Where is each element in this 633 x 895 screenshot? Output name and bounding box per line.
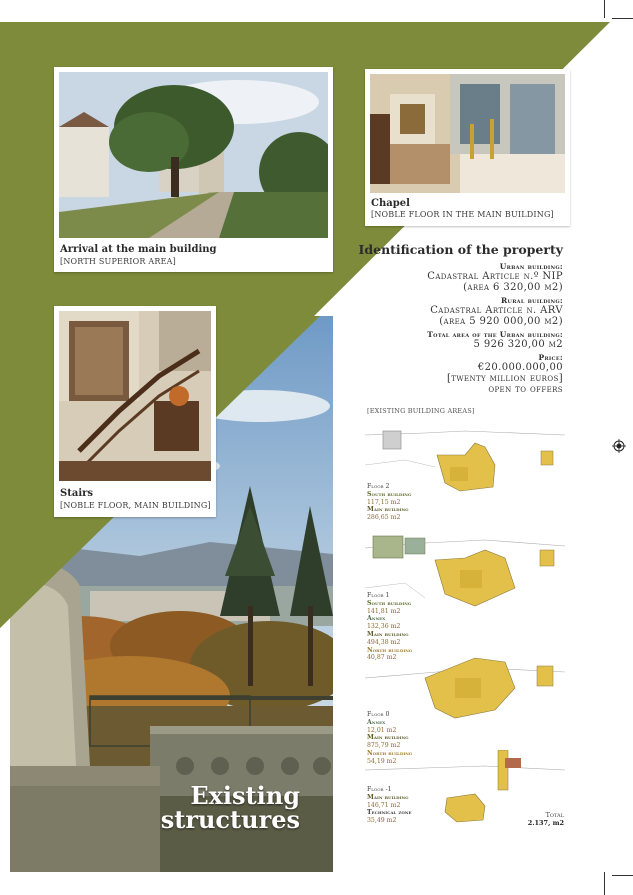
rural-label: Rural building: <box>501 296 563 305</box>
arrival-title: Arrival at the main building <box>60 244 217 255</box>
chapel-photo <box>370 74 565 193</box>
floor0-building3: North building <box>367 749 413 757</box>
floorm1-label: Floor -1 <box>367 786 392 793</box>
floor1-area3: 494,38 m2 <box>367 638 401 646</box>
floor1-label: Floor 1 <box>367 592 390 599</box>
price-words: [twenty million euros] <box>446 373 563 384</box>
floorm1-building1: Main building <box>367 793 409 801</box>
stairs-photo <box>59 311 211 481</box>
floor0-area2: 875,79 m2 <box>367 742 401 750</box>
areas-total-label: Total <box>545 811 564 819</box>
floor1-area4: 40,87 m2 <box>367 654 397 662</box>
floor0-label: Floor 0 <box>367 711 390 718</box>
rural-article: Cadastral Article n. ARV <box>430 305 563 316</box>
floor0-area1: 12,01 m2 <box>367 726 397 734</box>
floorm1-building2: Technical zone <box>367 809 412 817</box>
heading-line2: structures <box>160 805 300 834</box>
floor0-building2: Main building <box>367 734 409 742</box>
urban-article: Cadastral Article n.º NIP <box>427 271 563 282</box>
floor1-building2: Annex <box>367 615 386 623</box>
floor1-area1: 141,81 m2 <box>367 607 401 615</box>
floor2-area1: 117,15 m2 <box>367 498 401 506</box>
identification-title: Identification of the property <box>358 242 563 257</box>
floor2-building1: South building <box>367 490 412 498</box>
total-value: 5 926 320,00 m2 <box>473 339 563 350</box>
photo-card-stairs <box>54 306 216 517</box>
floorm1-area2: 35,49 m2 <box>367 817 397 825</box>
stairs-subtitle: [NOBLE FLOOR, MAIN BUILDING] <box>60 501 211 510</box>
arrival-subtitle: [NORTH SUPERIOR AREA] <box>60 257 176 266</box>
floor2-legend <box>367 483 411 522</box>
price-label: Price: <box>538 353 563 362</box>
floor1-building3: Main building <box>367 630 409 638</box>
areas-total <box>520 812 564 828</box>
floor2-building2: Main building <box>367 506 409 514</box>
floor0-building1: Annex <box>367 718 386 726</box>
heading-line1: Existing <box>190 781 300 810</box>
floorm1-legend <box>367 786 412 825</box>
existing-structures-heading <box>160 781 300 834</box>
rural-area: (area 5 920 000,00 m2) <box>439 316 563 327</box>
floor1-area2: 132,36 m2 <box>367 623 401 631</box>
chapel-subtitle: [NOBLE FLOOR IN THE MAIN BUILDING] <box>371 210 554 219</box>
areas-title: [EXISTING BUILDING AREAS] <box>367 407 475 415</box>
areas-total-value: 2.137, m2 <box>527 818 564 827</box>
stairs-title: Stairs <box>60 488 94 499</box>
photo-card-chapel <box>365 69 570 226</box>
floor1-building1: South building <box>367 599 412 607</box>
price-value: €20.000.000,00 <box>477 362 563 373</box>
total-label: Total area of the Urban building: <box>427 330 563 339</box>
floor2-area2: 286,65 m2 <box>367 514 401 522</box>
identification-block <box>343 242 563 395</box>
floor2-label: Floor 2 <box>367 483 390 490</box>
arrival-photo <box>59 72 328 238</box>
chapel-title: Chapel <box>371 198 410 209</box>
urban-area: (area 6 320,00 m2) <box>463 282 563 293</box>
floor0-area3: 54,19 m2 <box>367 757 397 765</box>
photo-card-arrival <box>54 67 333 272</box>
urban-label: Urban building: <box>499 262 563 271</box>
floor1-building4: North building <box>367 646 413 654</box>
floorm1-area1: 146,71 m2 <box>367 801 401 809</box>
price-note: open to offers <box>488 384 563 395</box>
